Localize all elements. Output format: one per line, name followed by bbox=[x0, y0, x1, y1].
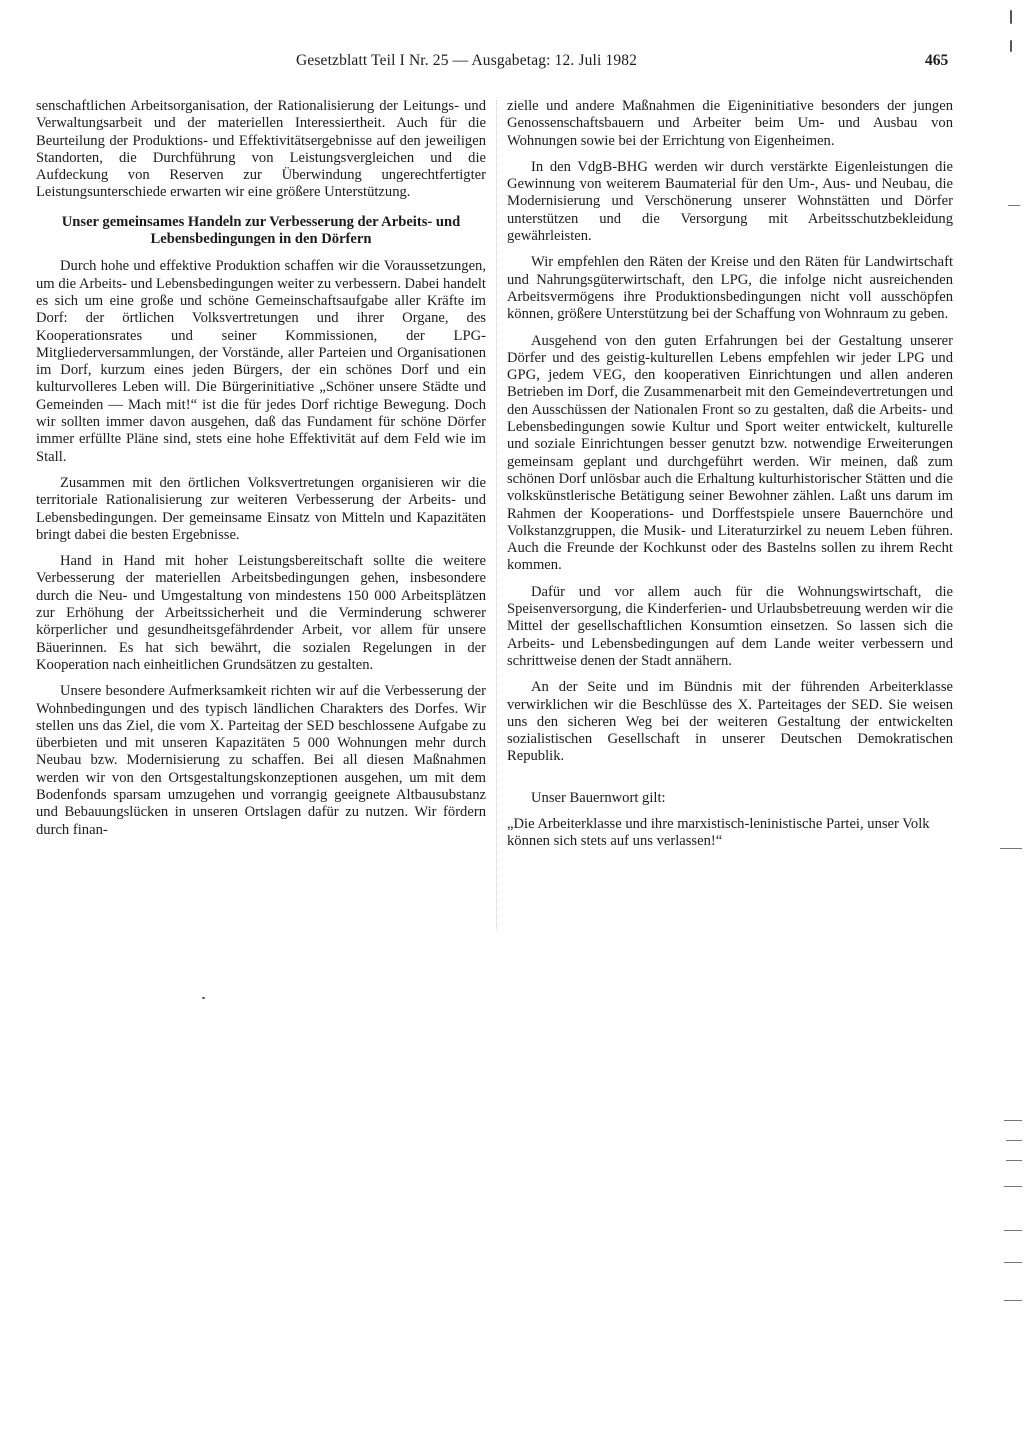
scan-mark bbox=[1004, 1186, 1022, 1187]
left-column bbox=[36, 98, 486, 839]
closing-quote: „Die Arbeiterklasse und ihre marxistisch-leninistische Partei, unser Volk können sich stets auf uns verlassen!“ bbox=[507, 815, 930, 850]
paragraph: An der Seite und im Bündnis mit der führenden Arbeiterklasse verwirklichen wir die Beschlüsse des X. Parteitages der SED. Sie weisen uns den sicheren Weg bei der weiteren Gestaltung der entwickelten sozialistischen Gesellschaft in unserer Deutschen Demokratischen Republik. bbox=[507, 679, 953, 765]
paragraph: Durch hohe und effektive Produktion schaffen wir die Voraussetzungen, um die Arbeits- und Lebensbedingungen weiter zu verbessern. Dabei handelt es sich um eine große und schöne Gemeinschaftsaufgabe aller Kräfte im Dorf: der örtlichen Volksvertretungen und ihrer Organe, des Kooperationsrates und seiner Kommissionen, der LPG-Mitgliederversammlungen, der Vorstände, aller Parteien und Organisationen im Dorf, kurzum eines jeden Bürgers, der ein schönes Dorf und ein kulturvolleres Leben will. Die Bürgerinitiative „Schöner unsere Städte und Gemeinden — Mach mit!“ ist die für jedes Dorf richtige Bewegung. Doch wir sollten immer davon ausgehen, daß das Fundament für schöne Dörfer immer erfüllte Pläne sind, stets eine hohe Effektivität auf dem Feld wie im Stall. bbox=[36, 258, 486, 465]
page-number: 465 bbox=[925, 52, 949, 69]
paragraph: Wir empfehlen den Räten der Kreise und den Räten für Landwirtschaft und Nahrungsgüterwirtschaft, den LPG, die infolge nicht ausreichenden Arbeitsvermögens ihre Produktionsbedingungen nicht voll ausschöpfen können, größere Unterstützung bei der Schaffung von Wohnraum zu geben. bbox=[507, 254, 953, 323]
scan-mark bbox=[1004, 1262, 1022, 1263]
scan-mark bbox=[1000, 848, 1022, 849]
paragraph: Unsere besondere Aufmerksamkeit richten wir auf die Verbesserung der Wohnbedingungen und des typisch ländlichen Charakters des Dorfes. Wir stellen uns das Ziel, die vom X. Parteitag der SED beschlossene Aufgabe zu überbieten und mit unseren Kapazitäten 5 000 Wohnungen mehr durch Neubau bzw. Modernisierung zu schaffen. Bei all diesen Maßnahmen werden wir von den Ortsgestaltungskonzeptionen ausgehen, um mit dem Bodenfonds sparsam umzugehen und vorrangig geeignete Altbausubstanz und Bebauungslücken in unseren Ortslagen dafür zu nutzen. Wir fördern durch finan- bbox=[36, 683, 486, 838]
paragraph: Hand in Hand mit hoher Leistungsbereitschaft sollte die weitere Verbesserung der materiellen Arbeitsbedingungen gehen, insbesondere durch die Neu- und Umgestaltung von mindestens 150 000 Arbeitsplätzen zur Erhöhung der Arbeitssicherheit und die Verminderung schwerer körperlicher und gesundheitsgefährdender Arbeit, vor allem für unsere Bäuerinnen. Es hat sich bewährt, die sozialen Regelungen in der Kooperation nach einheitlichen Grundsätzen zu gestalten. bbox=[36, 553, 486, 673]
scan-mark bbox=[1008, 205, 1020, 206]
scan-speck bbox=[1010, 40, 1012, 52]
section-heading: Unser gemeinsames Handeln zur Verbesserung der Arbeits- und Lebensbedingungen in den Dörfern bbox=[61, 213, 461, 248]
running-title: Gesetzblatt Teil I Nr. 25 — Ausgabetag: 12. Juli 1982 bbox=[296, 52, 638, 69]
page-header bbox=[0, 52, 1024, 76]
scan-speck bbox=[202, 997, 205, 999]
paragraph: senschaftlichen Arbeitsorganisation, der Rationalisierung der Leitungs- und Verwaltungsarbeit und der materiellen Interessiertheit. Auch für die Beurteilung der Produktions- und Effektivitätsergebnisse auf den jeweiligen Standorten, die Durchführung von Leistungsvergleichen und die Aufdeckung von Reserven zur Überwindung ungerechtfertigter Leistungsunterschiede erwarten wir eine größere Unterstützung. bbox=[36, 98, 486, 201]
paragraph: In den VdgB-BHG werden wir durch verstärkte Eigenleistungen die Gewinnung von weiterem Baumaterial für den Um-, Aus- und Neubau, die Modernisierung und Verschönerung unserer Wohnstätten und Dörfer unterstützen und die Versorgung mit Arbeitsschutzbekleidung gewährleisten. bbox=[507, 158, 953, 245]
column-divider bbox=[496, 100, 497, 930]
scan-mark bbox=[1006, 1160, 1022, 1161]
scan-mark bbox=[1004, 1120, 1022, 1121]
paragraph: zielle und andere Maßnahmen die Eigeninitiative besonders der jungen Genossenschaftsbauern und Arbeiter beim Um- und Ausbau von Wohnungen sowie bei der Errichtung von Eigenheimen. bbox=[507, 98, 953, 149]
scan-mark bbox=[1004, 1300, 1022, 1301]
scan-speck bbox=[1010, 10, 1012, 24]
scan-mark bbox=[1006, 1140, 1022, 1141]
paragraph: Zusammen mit den örtlichen Volksvertretungen organisieren wir die territoriale Rationalisierung zur weiteren Verbesserung der Arbeits- und Lebensbedingungen. Der gemeinsame Einsatz von Mitteln und Kapazitäten bringt dabei die besten Ergebnisse. bbox=[36, 474, 486, 543]
quote-intro: Unser Bauernwort gilt: bbox=[531, 789, 666, 806]
scan-mark bbox=[1004, 1230, 1022, 1231]
paragraph: Ausgehend von den guten Erfahrungen bei der Gestaltung unserer Dörfer und des geistig-kulturellen Lebens empfehlen wir jeder LPG und GPG, jedem VEG, den kooperativen Einrichtungen und allen anderen Betrieben im Dorf, die Zusammenarbeit mit den Gemeindevertretungen und den Ausschüssen der Nationalen Front so zu gestalten, daß die Arbeits- und Lebensbedingungen sowie Kultur und Sport weiter entwickelt, kulturelle und soziale Einrichtungen besser genutzt bzw. notwendige Erweiterungen gemeinsam geplant und durchgeführt werden. Wir meinen, daß zum schönen Dorf unlösbar auch die Erhaltung kulturhistorischer Stätten und die volkskünstlerische Betätigung seiner Bewohner zählen. Laßt uns darum im Rahmen der Kooperations- und Dorffestspiele unsere Bauernchöre und Volkstanzgruppen, die Musik- und Literaturzirkel zu neuem Leben führen. Auch die Freunde der Kochkunst oder des Bastelns sollen zu ihrem Recht kommen. bbox=[507, 332, 953, 574]
paragraph: Dafür und vor allem auch für die Wohnungswirtschaft, die Speisenversorgung, die Kinderferien- und Urlaubsbetreuung werden wir die Mittel der gesellschaftlichen Konsumtion einsetzen. So lassen sich die Arbeits- und Lebensbedingungen auf dem Lande weiter verbessern und schrittweise denen der Stadt annähern. bbox=[507, 583, 953, 669]
right-column bbox=[507, 98, 953, 851]
